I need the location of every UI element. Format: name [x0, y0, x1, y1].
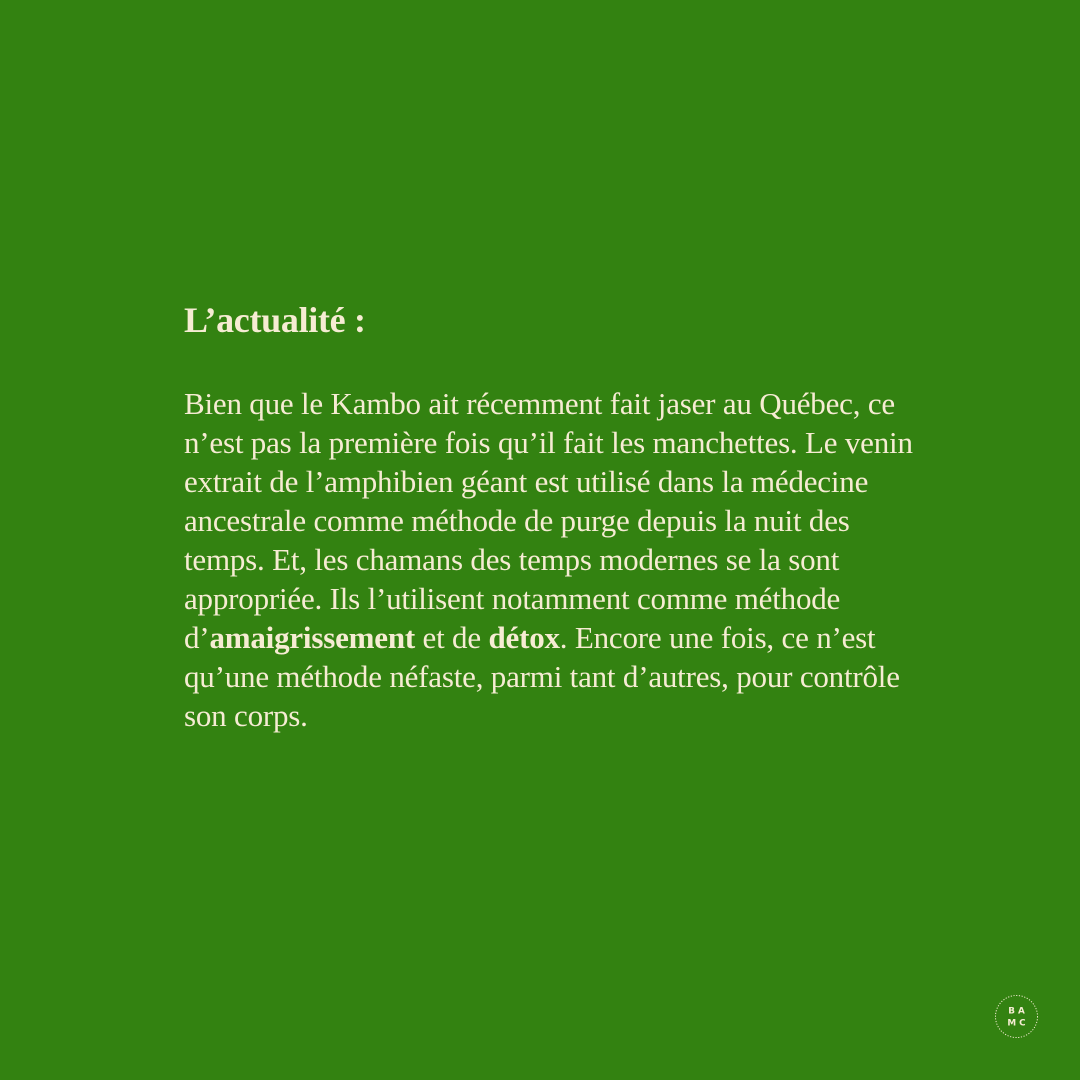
bamc-logo [994, 994, 1039, 1039]
body-paragraph [184, 384, 914, 735]
paragraph-text-3: . Encore une fois, ce n’est qu’une méthode néfaste, parmi tant d’autres, pour contrôle son corps. [184, 620, 900, 733]
paragraph-text-1: Bien que le Kambo ait récemment fait jaser au Québec, ce n’est pas la première fois qu’il fait les manchettes. Le venin extrait de l’amphibien géant est utilisé dans la médecine ancestrale comme méthode de purge depuis la nuit des temps. Et, les chamans des temps modernes se la sont appropriée. Ils l’utilisent notamment comme méthode d’ [184, 386, 913, 655]
logo-line-2: M C [1007, 1018, 1026, 1029]
text-block [184, 298, 914, 735]
logo-line-1: B A [1008, 1006, 1025, 1017]
emphasis-detox: détox [488, 620, 560, 655]
paragraph-text-2: et de [414, 620, 489, 655]
section-heading: L’actualité : [184, 300, 366, 340]
emphasis-amaigrissement: amaigrissement [209, 620, 415, 655]
